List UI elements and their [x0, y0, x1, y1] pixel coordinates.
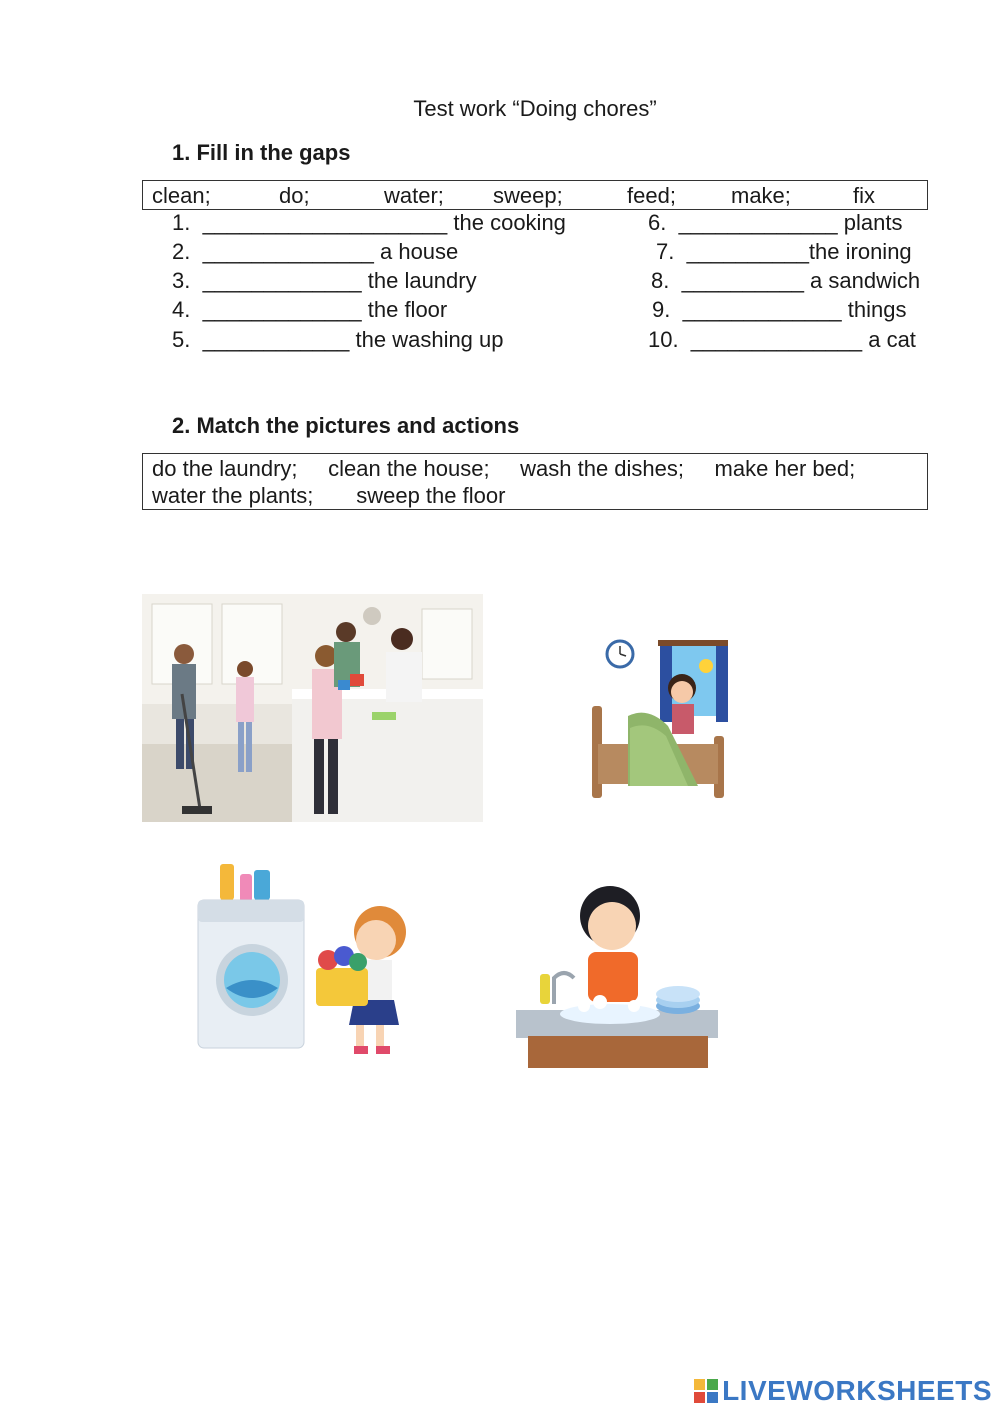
word-bank-item: make; [731, 183, 791, 208]
exercise-item: 9. _____________ things [652, 297, 907, 322]
actions-line: water the plants; sweep the floor [152, 483, 506, 508]
exercise-item: 7. __________the ironing [656, 239, 912, 264]
section2-heading: 2. Match the pictures and actions [172, 413, 520, 438]
word-bank-box [142, 180, 928, 210]
exercise-item: 3. _____________ the laundry [172, 268, 477, 293]
word-bank-item: water; [384, 183, 444, 208]
word-bank-item: sweep; [493, 183, 563, 208]
word-bank-item: do; [279, 183, 310, 208]
exercise-item: 1. ____________________ the cooking [172, 210, 566, 235]
word-bank-item: feed; [627, 183, 676, 208]
exercise-item: 8. __________ a sandwich [651, 268, 921, 293]
exercise-item: 6. _____________ plants [648, 210, 903, 235]
section1-heading: 1. Fill in the gaps [172, 140, 351, 165]
liveworksheets-logo [694, 1375, 992, 1407]
girl-making-bed-illustration [588, 636, 728, 802]
girl-doing-laundry-illustration [194, 860, 422, 1060]
liveworksheets-logo-icon [694, 1379, 718, 1403]
girl-washing-dishes-illustration [514, 880, 720, 1068]
exercise-item: 2. ______________ a house [172, 239, 459, 264]
exercise-item: 5. ____________ the washing up [172, 327, 504, 352]
worksheet-title: Test work “Doing chores” [413, 96, 657, 121]
exercise-item: 10. ______________ a cat [648, 327, 916, 352]
liveworksheets-logo-text: LIVEWORKSHEETS [722, 1375, 992, 1406]
family-cleaning-photo [142, 594, 483, 822]
word-bank-item: clean; [152, 183, 211, 208]
actions-line: do the laundry; clean the house; wash the dishes; make her bed; [152, 456, 856, 481]
word-bank-item: fix [853, 183, 875, 208]
exercise-item: 4. _____________ the floor [172, 297, 448, 322]
actions-box [142, 453, 928, 510]
